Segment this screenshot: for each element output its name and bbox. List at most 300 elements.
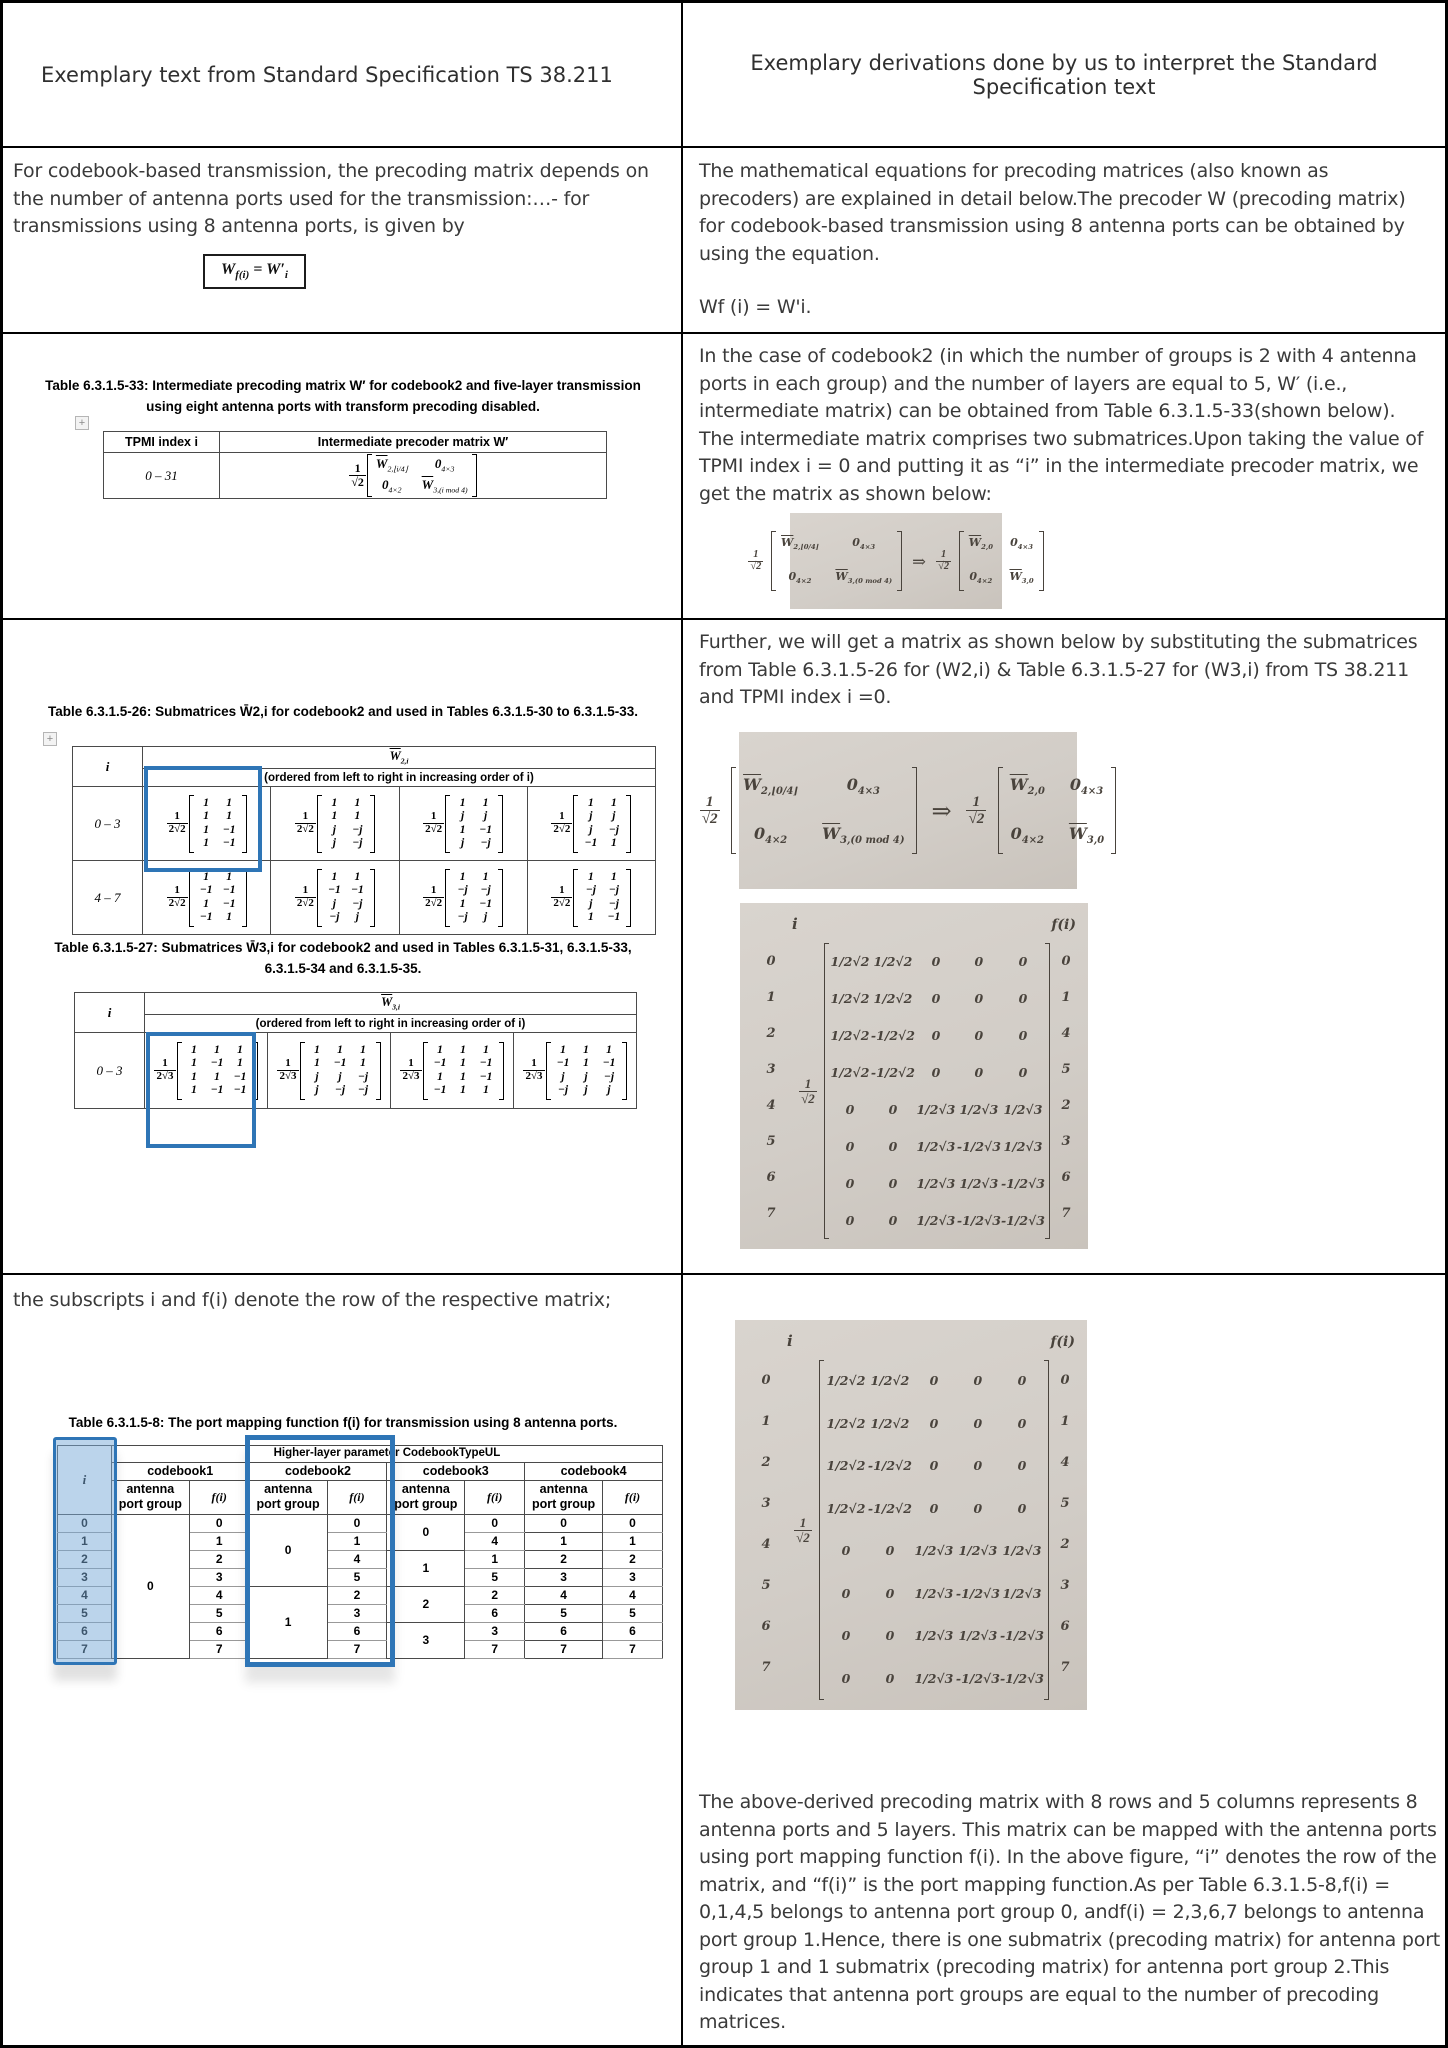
fi-value: 1 xyxy=(1061,989,1071,1005)
t8-antenna-port-group: 1 xyxy=(249,1586,327,1658)
matrix-value: 1/2√2 xyxy=(830,990,870,1006)
derivation-intro-text: The mathematical equations for precoding matrices (also known as precoders) are explained in detail below.The precoder W (precoding matrix) for codebook-based transmission using 8 antenna ports can be obtained by using the equation. xyxy=(699,160,1406,265)
t8-antenna-port-group: 7 xyxy=(525,1640,603,1658)
matrix-value: 0 xyxy=(845,1175,855,1191)
fi-value: 6 xyxy=(1060,1619,1070,1634)
matrix-value: 0 xyxy=(974,1064,984,1080)
matrix-value: 1/2√3 xyxy=(916,1212,956,1228)
matrix-value: 0 xyxy=(885,1628,895,1643)
matrix-value: 0 xyxy=(929,1373,939,1388)
matrix-entry: −1 xyxy=(479,1057,493,1069)
row4-left-cell xyxy=(3,1275,683,2045)
submatrix xyxy=(523,1042,626,1100)
matrix-value: 0 xyxy=(929,1458,939,1473)
matrix-value: 0 xyxy=(841,1628,851,1643)
matrix-entry: 1 xyxy=(460,1043,466,1056)
matrix-entry: −1 xyxy=(210,1084,224,1096)
matrix-entry: 1 xyxy=(314,1057,320,1069)
handwritten-entry: $\overline{W}_{2,⌊0/4⌋}$ xyxy=(781,536,819,552)
fraction: $\frac{1}{√2}$ xyxy=(968,793,985,827)
i-value: 0 xyxy=(766,953,776,969)
t8-fi-header: f(i) xyxy=(465,1480,525,1514)
i-value: 1 xyxy=(766,989,776,1005)
matrix-value: 0 xyxy=(931,1027,941,1043)
i-value: 0 xyxy=(761,1373,771,1388)
t27-order-note: (ordered from left to right in increasing order of i) xyxy=(145,1015,637,1033)
matrix-entry: 1 xyxy=(459,870,466,883)
fraction: $\frac{1}{2√2}$ xyxy=(168,884,186,909)
fi-value: 6 xyxy=(1061,1169,1071,1185)
matrix-bracket xyxy=(546,1042,551,1100)
matrix-value: 1/2√3 xyxy=(959,1101,999,1117)
t8-antenna-port-group: 0 xyxy=(525,1514,603,1532)
matrix-entry: j xyxy=(332,823,336,836)
t8-fi-value: 2 xyxy=(603,1550,663,1568)
row2-right-cell xyxy=(683,334,1445,620)
fi-values-column xyxy=(1050,943,1082,1239)
fraction: $\frac{1}{2√3}$ xyxy=(156,1057,174,1082)
matrix-entry: 1 xyxy=(354,870,361,883)
handwritten-entry: $0_{4\times 2}$ xyxy=(788,570,812,586)
matrix-entry: −1 xyxy=(602,1057,616,1069)
fraction: $\frac{1}{√2}$ xyxy=(750,548,762,572)
matrix-entry: 1 xyxy=(191,1070,197,1083)
t8-fi-value: 0 xyxy=(603,1514,663,1532)
matrix-entry: j xyxy=(332,837,336,849)
t8-fi-value: 5 xyxy=(465,1568,525,1586)
t8-fi-value: 6 xyxy=(465,1604,525,1622)
highlight-box-w2-matrix xyxy=(144,766,262,872)
matrix-value: -1/2√3 xyxy=(999,1670,1044,1686)
matrix-value: 0 xyxy=(885,1585,895,1601)
matrix-entry: −1 xyxy=(556,1057,570,1069)
matrix-entry: −1 xyxy=(479,823,492,836)
matrix-value: 0 xyxy=(845,1138,855,1154)
matrix-value: 0 xyxy=(974,1027,984,1043)
matrix-value: 1/2√2 xyxy=(830,1064,870,1080)
matrix-entry: 1 xyxy=(214,1043,220,1056)
matrix-entry: 1 xyxy=(337,1043,343,1056)
handwritten-matrix-2x2 xyxy=(731,767,917,855)
matrix-value: 1/2√2 xyxy=(830,953,870,969)
fraction: $\frac{1}{√2}$ xyxy=(701,793,718,827)
t8-fi-value: 1 xyxy=(465,1550,525,1568)
highlight-codebook2-columns xyxy=(245,1435,395,1667)
matrix-entry: 1 xyxy=(588,911,594,923)
matrix-value: 1/2√2 xyxy=(826,1500,866,1516)
matrix-entry: −j xyxy=(352,897,363,910)
highlight-box-w3-matrix xyxy=(146,1032,256,1148)
matrix-entry: 1 xyxy=(203,823,210,836)
fi-value: 7 xyxy=(1060,1660,1070,1675)
matrix-bracket xyxy=(1039,531,1044,591)
matrix-entry: −1 xyxy=(584,837,598,849)
matrix-value: -1/2√3 xyxy=(955,1585,1000,1601)
matrix-value: 1/2√3 xyxy=(916,1101,956,1117)
matrix-value: 0 xyxy=(1018,1027,1028,1043)
matrix-value: 1/2√3 xyxy=(1003,1101,1043,1117)
handwritten-formula-large xyxy=(701,732,1105,889)
matrix-value: 0 xyxy=(888,1212,898,1228)
matrix-entry: −j xyxy=(352,837,363,849)
matrix-entry: −j xyxy=(480,837,491,849)
matrix-bracket xyxy=(1111,767,1116,855)
matrix-entry: 1 xyxy=(459,796,466,809)
matrix-entry: 1 xyxy=(191,1084,197,1096)
substitution-explanation-text: Further, we will get a matrix as shown below by substituting the submatrices from Table 6.3.1.5-26 for (W2,i) & Table 6.3.1.5-27 for (W3,i) from TS 38.211 and TPMI index i =0. xyxy=(699,631,1418,709)
i-value: 1 xyxy=(761,1414,771,1429)
table-33-caption: Table 6.3.1.5-33: Intermediate precoding matrix W′ for codebook2 and five-layer transmission using eight antenna ports with transform precoding disabled. xyxy=(45,378,641,414)
port-mapping-conclusion-text: The above-derived precoding matrix with 8 rows and 5 columns represents 8 antenna ports and 5 layers. This matrix can be mapped with the antenna ports using port mapping function f(i). In the above figure, “i” denotes the row of the matrix, and “f(i)” is the port mapping function.As per Table 6.3.1.5-8,f(i) = 0,1,4,5 belongs to antenna port group 0, andf(i) = 2,3,6,7 belongs to antenna port group 1.Hence, there is one submatrix (precoding matrix) for antenna port group 1 and 1 submatrix (precoding matrix) for antenna port group 2.This indicates that antenna port groups are equal to the number of precoding matrices. xyxy=(699,1791,1441,2034)
matrix-entry: −1 xyxy=(222,837,236,849)
matrix-entry: 1 xyxy=(611,796,617,809)
matrix-value: 0 xyxy=(973,1458,983,1473)
matrix-entry: 1 xyxy=(237,1057,243,1069)
matrix-entry: j xyxy=(338,1070,342,1083)
matrix-value: 1/2√3 xyxy=(959,1175,999,1191)
matrix-entry: 1 xyxy=(437,1070,443,1083)
t8-top-header: Higher-layer parameter CodebookTypeUL xyxy=(111,1446,662,1463)
i-value: 6 xyxy=(766,1169,776,1185)
i-range-label: 4 – 7 xyxy=(73,861,143,935)
matrix-entry: 1 xyxy=(611,837,617,849)
matrix-entry: j xyxy=(332,897,336,910)
t8-fi-value: 6 xyxy=(327,1622,387,1640)
t8-fi-value: 4 xyxy=(327,1550,387,1568)
matrix-value: 0 xyxy=(931,1064,941,1080)
fraction: $\frac{1}{2√2}$ xyxy=(425,810,443,835)
t8-antenna-port-group: 3 xyxy=(387,1622,465,1658)
matrix-entry: −1 xyxy=(222,823,236,836)
submatrix-cell xyxy=(514,1033,637,1109)
matrix-entry: 1 xyxy=(331,870,338,883)
matrix-entry: −1 xyxy=(479,1070,493,1083)
submatrix xyxy=(551,869,631,927)
t8-antenna-port-group: 0 xyxy=(249,1514,327,1586)
matrix-entry: j xyxy=(584,1084,588,1096)
matrix-value: 1/2√2 xyxy=(870,1373,910,1388)
matrix-value: 1/2√3 xyxy=(914,1585,954,1601)
handwritten-precoding-matrix xyxy=(735,1320,1087,1710)
matrix-entry: −j xyxy=(457,911,468,923)
implies-arrow: ⇒ xyxy=(912,551,926,571)
fi-value: 2 xyxy=(1061,1097,1071,1113)
i-value: 5 xyxy=(761,1578,771,1593)
matrix-value: 1/2√2 xyxy=(870,1415,910,1431)
left-column-title: Exemplary text from Standard Specification TS 38.211 xyxy=(41,62,613,87)
submatrix xyxy=(423,795,503,853)
matrix-entry: −j xyxy=(357,1084,369,1096)
matrix-entry: 1 xyxy=(460,1057,466,1069)
matrix-entry: 1 xyxy=(360,1057,366,1069)
t8-fi-value: 2 xyxy=(327,1586,387,1604)
matrix-entry: 1 xyxy=(588,870,594,883)
matrix-entry: 1 xyxy=(606,1043,612,1056)
submatrix-cell xyxy=(527,787,655,861)
row2-left-cell xyxy=(3,334,683,620)
fraction: $\frac{1}{2√3}$ xyxy=(525,1057,543,1082)
matrix-entry: j xyxy=(315,1070,319,1083)
fi-value: 3 xyxy=(1061,1133,1071,1149)
i-range-label: 0 – 3 xyxy=(75,1033,145,1109)
t8-fi-header: f(i) xyxy=(603,1480,663,1514)
matrix-entry: 1 xyxy=(203,837,210,849)
matrix-entry: −1 xyxy=(222,897,236,910)
matrix-entry: 1 xyxy=(459,897,466,910)
submatrix-cell xyxy=(399,861,527,935)
i-values-column xyxy=(745,1360,787,1700)
handwritten-matrix-2x2 xyxy=(959,531,1044,591)
matrix-bracket xyxy=(317,869,322,927)
handwritten-entry: $\overline{W}_{2,⌊0/4⌋}$ xyxy=(743,774,799,797)
matrix-value: 1/2√2 xyxy=(826,1458,866,1473)
matrix-value: -1/2√3 xyxy=(1000,1212,1045,1228)
i-values-column xyxy=(750,943,792,1239)
anchor-plus-icon: + xyxy=(75,416,89,430)
submatrix-cell xyxy=(271,861,399,935)
matrix-value: 0 xyxy=(845,1101,855,1117)
matrix-value: 1/2√2 xyxy=(826,1373,866,1388)
t33-tpmi-range: 0 – 31 xyxy=(104,453,220,499)
matrix-entry: 1 xyxy=(237,1043,243,1056)
fi-value: 0 xyxy=(1061,953,1071,969)
matrix-entry: −1 xyxy=(433,1084,447,1096)
fraction: $\frac{1}{2√2}$ xyxy=(553,810,571,835)
handwritten-entry: $0_{4\times 2}$ xyxy=(1010,824,1044,847)
matrix-entry: j xyxy=(589,897,593,910)
t8-fi-value: 0 xyxy=(327,1514,387,1532)
matrix-entry: 1 xyxy=(483,1084,489,1096)
matrix-entry: 1 xyxy=(214,1070,220,1083)
table-8-caption: Table 6.3.1.5-8: The port mapping function f(i) for transmission using 8 antenna ports. xyxy=(68,1415,618,1430)
t8-fi-value: 4 xyxy=(465,1532,525,1550)
matrix-value: 0 xyxy=(841,1670,851,1686)
handwritten-entry: $0_{4\times 3}$ xyxy=(1010,536,1033,552)
submatrix-cell xyxy=(399,787,527,861)
matrix-bracket xyxy=(626,869,631,927)
matrix-value: 0 xyxy=(1018,1064,1028,1080)
matrix-bracket xyxy=(376,1042,381,1100)
matrix-value: 0 xyxy=(885,1543,895,1558)
equation-rhs: $W'_i$ xyxy=(266,261,288,282)
matrix-bracket xyxy=(498,869,503,927)
t8-antenna-port-group: 6 xyxy=(525,1622,603,1640)
matrix-value: -1/2√3 xyxy=(956,1138,1001,1154)
fraction: $\frac{1}{2√3}$ xyxy=(279,1057,297,1082)
t8-codebook2-header: codebook2 xyxy=(249,1462,387,1480)
t8-antenna-port-group: 2 xyxy=(525,1550,603,1568)
i-value: 7 xyxy=(761,1660,771,1675)
fi-value: 0 xyxy=(1060,1373,1070,1388)
fraction: $\frac{1}{√2}$ xyxy=(938,548,950,572)
matrix-value: 0 xyxy=(1018,990,1028,1006)
fraction: $\frac{1}{2√2}$ xyxy=(168,810,186,835)
t8-fi-value: 1 xyxy=(189,1532,249,1550)
matrix-value: -1/2√3 xyxy=(956,1212,1001,1228)
fraction: $\frac{1}{2√2}$ xyxy=(296,810,314,835)
matrix-value: 1/2√3 xyxy=(914,1628,954,1643)
table-27-caption: Table 6.3.1.5-27: Submatrices W̄3,i for codebook2 and used in Tables 6.3.1.5-31, 6.3.1.5-33, 6.3.1.5-34 and 6.3.1.5-35. xyxy=(54,940,632,976)
matrix-value: 1/2√3 xyxy=(916,1175,956,1191)
matrix-entry: −1 xyxy=(607,911,621,923)
t8-fi-value: 7 xyxy=(327,1640,387,1658)
matrix-value: 0 xyxy=(888,1138,898,1154)
matrix-value: 0 xyxy=(974,990,984,1006)
matrix-value: 0 xyxy=(973,1373,983,1388)
t8-fi-header: f(i) xyxy=(189,1480,249,1514)
matrix-bracket xyxy=(423,1042,428,1100)
matrix-entry: 1 xyxy=(583,1043,589,1056)
t8-fi-value: 7 xyxy=(189,1640,249,1658)
matrix-entry: −1 xyxy=(328,884,341,896)
t8-codebook4-header: codebook4 xyxy=(525,1462,663,1480)
fraction: $\frac{1}{√2}$ xyxy=(796,1514,810,1545)
handwritten-entry: $\overline{W}_{3,0}$ xyxy=(1009,570,1034,586)
handwritten-entry: $\overline{W}_{3,(0 mod 4)}$ xyxy=(835,570,893,586)
matrix-entry: j xyxy=(561,1070,565,1083)
t8-antenna-port-group: 2 xyxy=(387,1586,465,1622)
t27-i-header: i xyxy=(75,993,145,1033)
matrix-bracket xyxy=(370,795,375,853)
matrix-bracket xyxy=(626,795,631,853)
t8-fi-value: 3 xyxy=(327,1604,387,1622)
t8-fi-value: 7 xyxy=(465,1640,525,1658)
t27-w-header: $\overline{W}_{3,i}$ xyxy=(145,993,637,1015)
matrix-value: 0 xyxy=(929,1500,939,1516)
row4-right-cell xyxy=(683,1275,1445,2045)
matrix-value: -1/2√2 xyxy=(870,1027,915,1043)
equation-lhs: $W_{f(i)}$ xyxy=(221,261,250,282)
matrix-bracket xyxy=(897,531,902,591)
matrix-entry: j xyxy=(589,810,593,822)
t8-apg-header: antenna port group xyxy=(249,1480,327,1514)
matrix-entry: 1 xyxy=(611,870,617,883)
i-range-label: 0 – 3 xyxy=(73,787,143,861)
matrix-entry: 1 xyxy=(460,1084,466,1096)
table-26-caption: Table 6.3.1.5-26: Submatrices W̄2,i for codebook2 and used in Tables 6.3.1.5-30 to 6.3.1.5-33. xyxy=(48,704,638,719)
t8-fi-value: 1 xyxy=(327,1532,387,1550)
t8-fi-value: 2 xyxy=(465,1586,525,1604)
matrix-value: -1/2√3 xyxy=(999,1628,1044,1643)
matrix-entry: −1 xyxy=(433,1057,447,1069)
matrix-entry: j xyxy=(484,810,488,822)
t8-codebook3-header: codebook3 xyxy=(387,1462,525,1480)
fraction: $\frac{1}{2√2}$ xyxy=(425,884,443,909)
t8-antenna-port-group: 0 xyxy=(387,1514,465,1550)
row3-right-cell xyxy=(683,620,1445,1275)
matrix-bracket xyxy=(317,795,322,853)
matrix-entry: 1 xyxy=(203,897,210,910)
matrix-entry: −1 xyxy=(233,1070,247,1083)
row1-right-cell xyxy=(683,148,1445,334)
matrix-entry: −1 xyxy=(199,911,213,923)
matrix-entry: 1 xyxy=(314,1043,320,1056)
fraction: $\frac{1}{2√2}$ xyxy=(553,884,571,909)
matrix-entry: −j xyxy=(352,823,363,836)
t8-fi-value: 3 xyxy=(603,1568,663,1586)
handwritten-entry: $0_{4\times 2}$ xyxy=(753,824,788,847)
t8-apg-header: antenna port group xyxy=(525,1480,603,1514)
fi-value: 5 xyxy=(1061,1061,1071,1077)
matrix-bracket xyxy=(499,1042,504,1100)
fi-value: 4 xyxy=(1061,1025,1071,1041)
matrix-entry: 1 xyxy=(191,1057,197,1069)
t8-fi-value: 3 xyxy=(189,1568,249,1586)
t8-fi-value: 0 xyxy=(465,1514,525,1532)
t8-fi-value: 3 xyxy=(465,1622,525,1640)
matrix-entry: j xyxy=(612,810,616,822)
t26-i-header: i xyxy=(73,747,143,787)
fi-value: 4 xyxy=(1060,1455,1070,1470)
matrix-value: 1/2√3 xyxy=(914,1670,954,1686)
handwritten-entry: $\overline{W}_{2,0}$ xyxy=(1009,774,1045,797)
equation-box: $W_{f(i)} = W'_i$ xyxy=(203,254,306,289)
matrix-value: -1/2√2 xyxy=(867,1458,912,1473)
matrix-entry: −1 xyxy=(199,884,213,896)
handwritten-entry: $\overline{W}_{2,0}$ xyxy=(968,536,993,552)
matrix-bracket xyxy=(300,1042,305,1100)
fraction: $\frac{1}{√2}$ xyxy=(801,1075,815,1106)
matrix-entry: 1 xyxy=(226,810,233,822)
matrix-entry: 1 xyxy=(583,1057,589,1069)
matrix-entry: −j xyxy=(608,823,619,836)
t26-w-header: $\overline{W}_{2,i}$ xyxy=(143,747,656,769)
matrix-prefactor xyxy=(792,943,824,1239)
port-mapping-label: f(i) xyxy=(1051,917,1076,933)
matrix-bracket xyxy=(622,1042,627,1100)
matrix-entry: −j xyxy=(357,1070,369,1083)
implies-arrow: ⇒ xyxy=(931,796,952,825)
matrix-value: 0 xyxy=(973,1415,983,1431)
row3-left-cell xyxy=(3,620,683,1275)
t8-fi-value: 6 xyxy=(603,1622,663,1640)
header-cell-right xyxy=(683,3,1445,148)
matrix-entry: 1 xyxy=(437,1043,443,1056)
matrix-entry: j xyxy=(607,1084,611,1096)
t8-fi-value: 4 xyxy=(189,1586,249,1604)
fraction: $\frac{1}{2√2}$ xyxy=(296,884,314,909)
fi-value: 1 xyxy=(1060,1414,1070,1429)
matrix-value: 0 xyxy=(885,1670,895,1686)
submatrix xyxy=(551,795,631,853)
matrix-bracket xyxy=(445,795,450,853)
codebook2-explanation-text: In the case of codebook2 (in which the number of groups is 2 with 4 antenna ports in each group) and the number of layers are equal to 5, W′ (i.e., intermediate matrix) can be obtained from Table 6.3.1.5-33(shown below). The intermediate matrix comprises two submatrices.Upon taking the value of TPMI index i = 0 and putting it as “i” in the intermediate precoder matrix, we get the matrix as shown below: xyxy=(699,345,1424,505)
matrix-entry: −1 xyxy=(210,1057,224,1069)
t8-antenna-port-group: 4 xyxy=(525,1586,603,1604)
matrix-entry: j xyxy=(584,1070,588,1083)
matrix-value: -1/2√2 xyxy=(870,1064,915,1080)
matrix-value: 1/2√3 xyxy=(1003,1138,1043,1154)
matrix-value: -1/2√3 xyxy=(1000,1175,1045,1191)
handwritten-formula-small xyxy=(750,513,1034,609)
spec-table-6-3-1-5-33 xyxy=(103,431,607,499)
submatrix xyxy=(295,795,375,853)
matrix-value: 1/2√2 xyxy=(873,953,913,969)
matrix-entry: −j xyxy=(480,884,491,896)
matrix-entry: 1 xyxy=(203,810,210,822)
handwritten-entry: $0_{4\times 3}$ xyxy=(846,774,880,797)
i-value: 4 xyxy=(766,1097,776,1113)
handwritten-entry: $\overline{W}_{3,(0 mod 4)}$ xyxy=(822,824,905,847)
matrix-value: 0 xyxy=(1018,953,1028,969)
matrix-entry: −j xyxy=(557,1084,569,1096)
matrix-entry: −j xyxy=(608,884,619,896)
matrix-entry: j xyxy=(461,810,465,822)
t33-col2-header: Intermediate precoder matrix W′ xyxy=(220,432,607,453)
i-value: 7 xyxy=(766,1205,776,1221)
row-index-label: i xyxy=(787,1332,793,1350)
t8-fi-value: 7 xyxy=(603,1640,663,1658)
